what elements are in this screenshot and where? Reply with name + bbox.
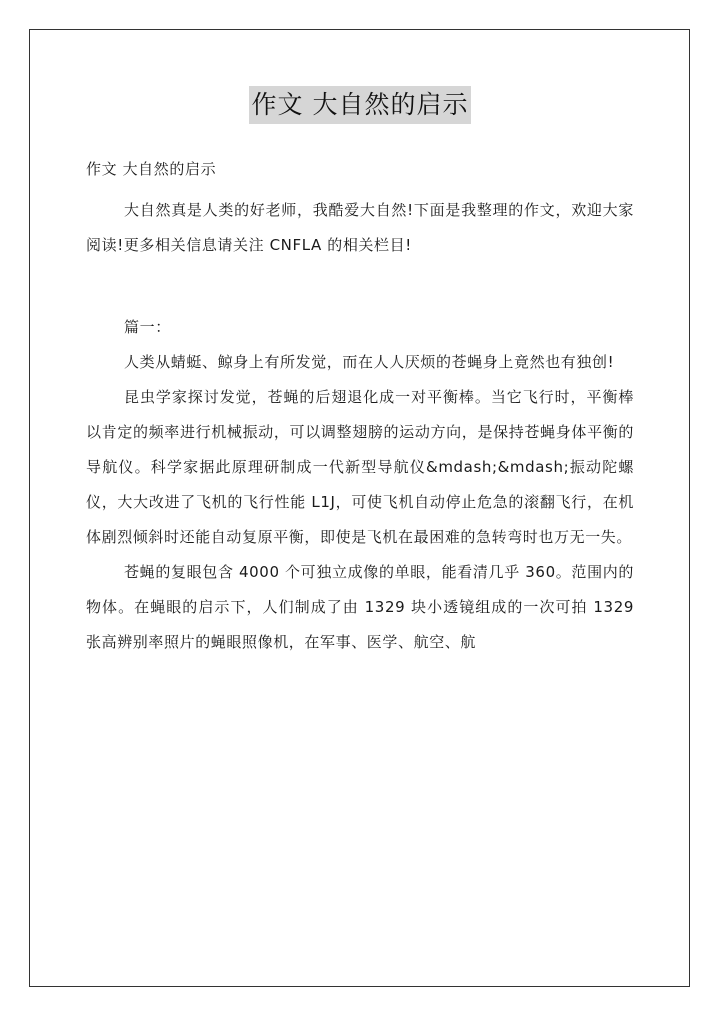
section-heading: 篇一： bbox=[124, 318, 171, 336]
body-paragraph-3: 苍蝇的复眼包含 4000 个可独立成像的单眼，能看清几乎 360。范围内的物体。在蝇眼的启示下，人们制成了由 1329 块小透镜组成的一次可拍 1329 张高辨别率照片的蝇眼照像机，在军事、医学、航空、航 bbox=[86, 563, 634, 651]
body-paragraph-2: 昆虫学家探讨发觉，苍蝇的后翅退化成一对平衡棒。当它飞行时，平衡棒以肯定的频率进行机械振动，可以调整翅膀的运动方向，是保持苍蝇身体平衡的导航仪。科学家据此原理研制成一代新型导航仪&mdash;&mdash;振动陀螺仪，大大改进了飞机的飞行性能 L1J，可使飞机自动停止危急的滚翻飞行，在机体剧烈倾斜时还能自动复原平衡，即使是飞机在最困难的急转弯时也万无一失。 bbox=[86, 388, 634, 546]
section-spacer bbox=[86, 263, 634, 310]
document-body bbox=[86, 152, 634, 660]
title-container bbox=[0, 86, 720, 124]
body-paragraph-1: 人类从蜻蜓、鲸身上有所发觉，而在人人厌烦的苍蝇身上竟然也有独创! bbox=[124, 353, 615, 371]
intro-paragraph: 大自然真是人类的好老师，我酷爱大自然!下面是我整理的作文，欢迎大家阅读!更多相关信息请关注 CNFLA 的相关栏目! bbox=[86, 201, 634, 254]
document-subtitle: 作文 大自然的启示 bbox=[86, 160, 217, 178]
document-title: 作文 大自然的启示 bbox=[249, 86, 472, 124]
